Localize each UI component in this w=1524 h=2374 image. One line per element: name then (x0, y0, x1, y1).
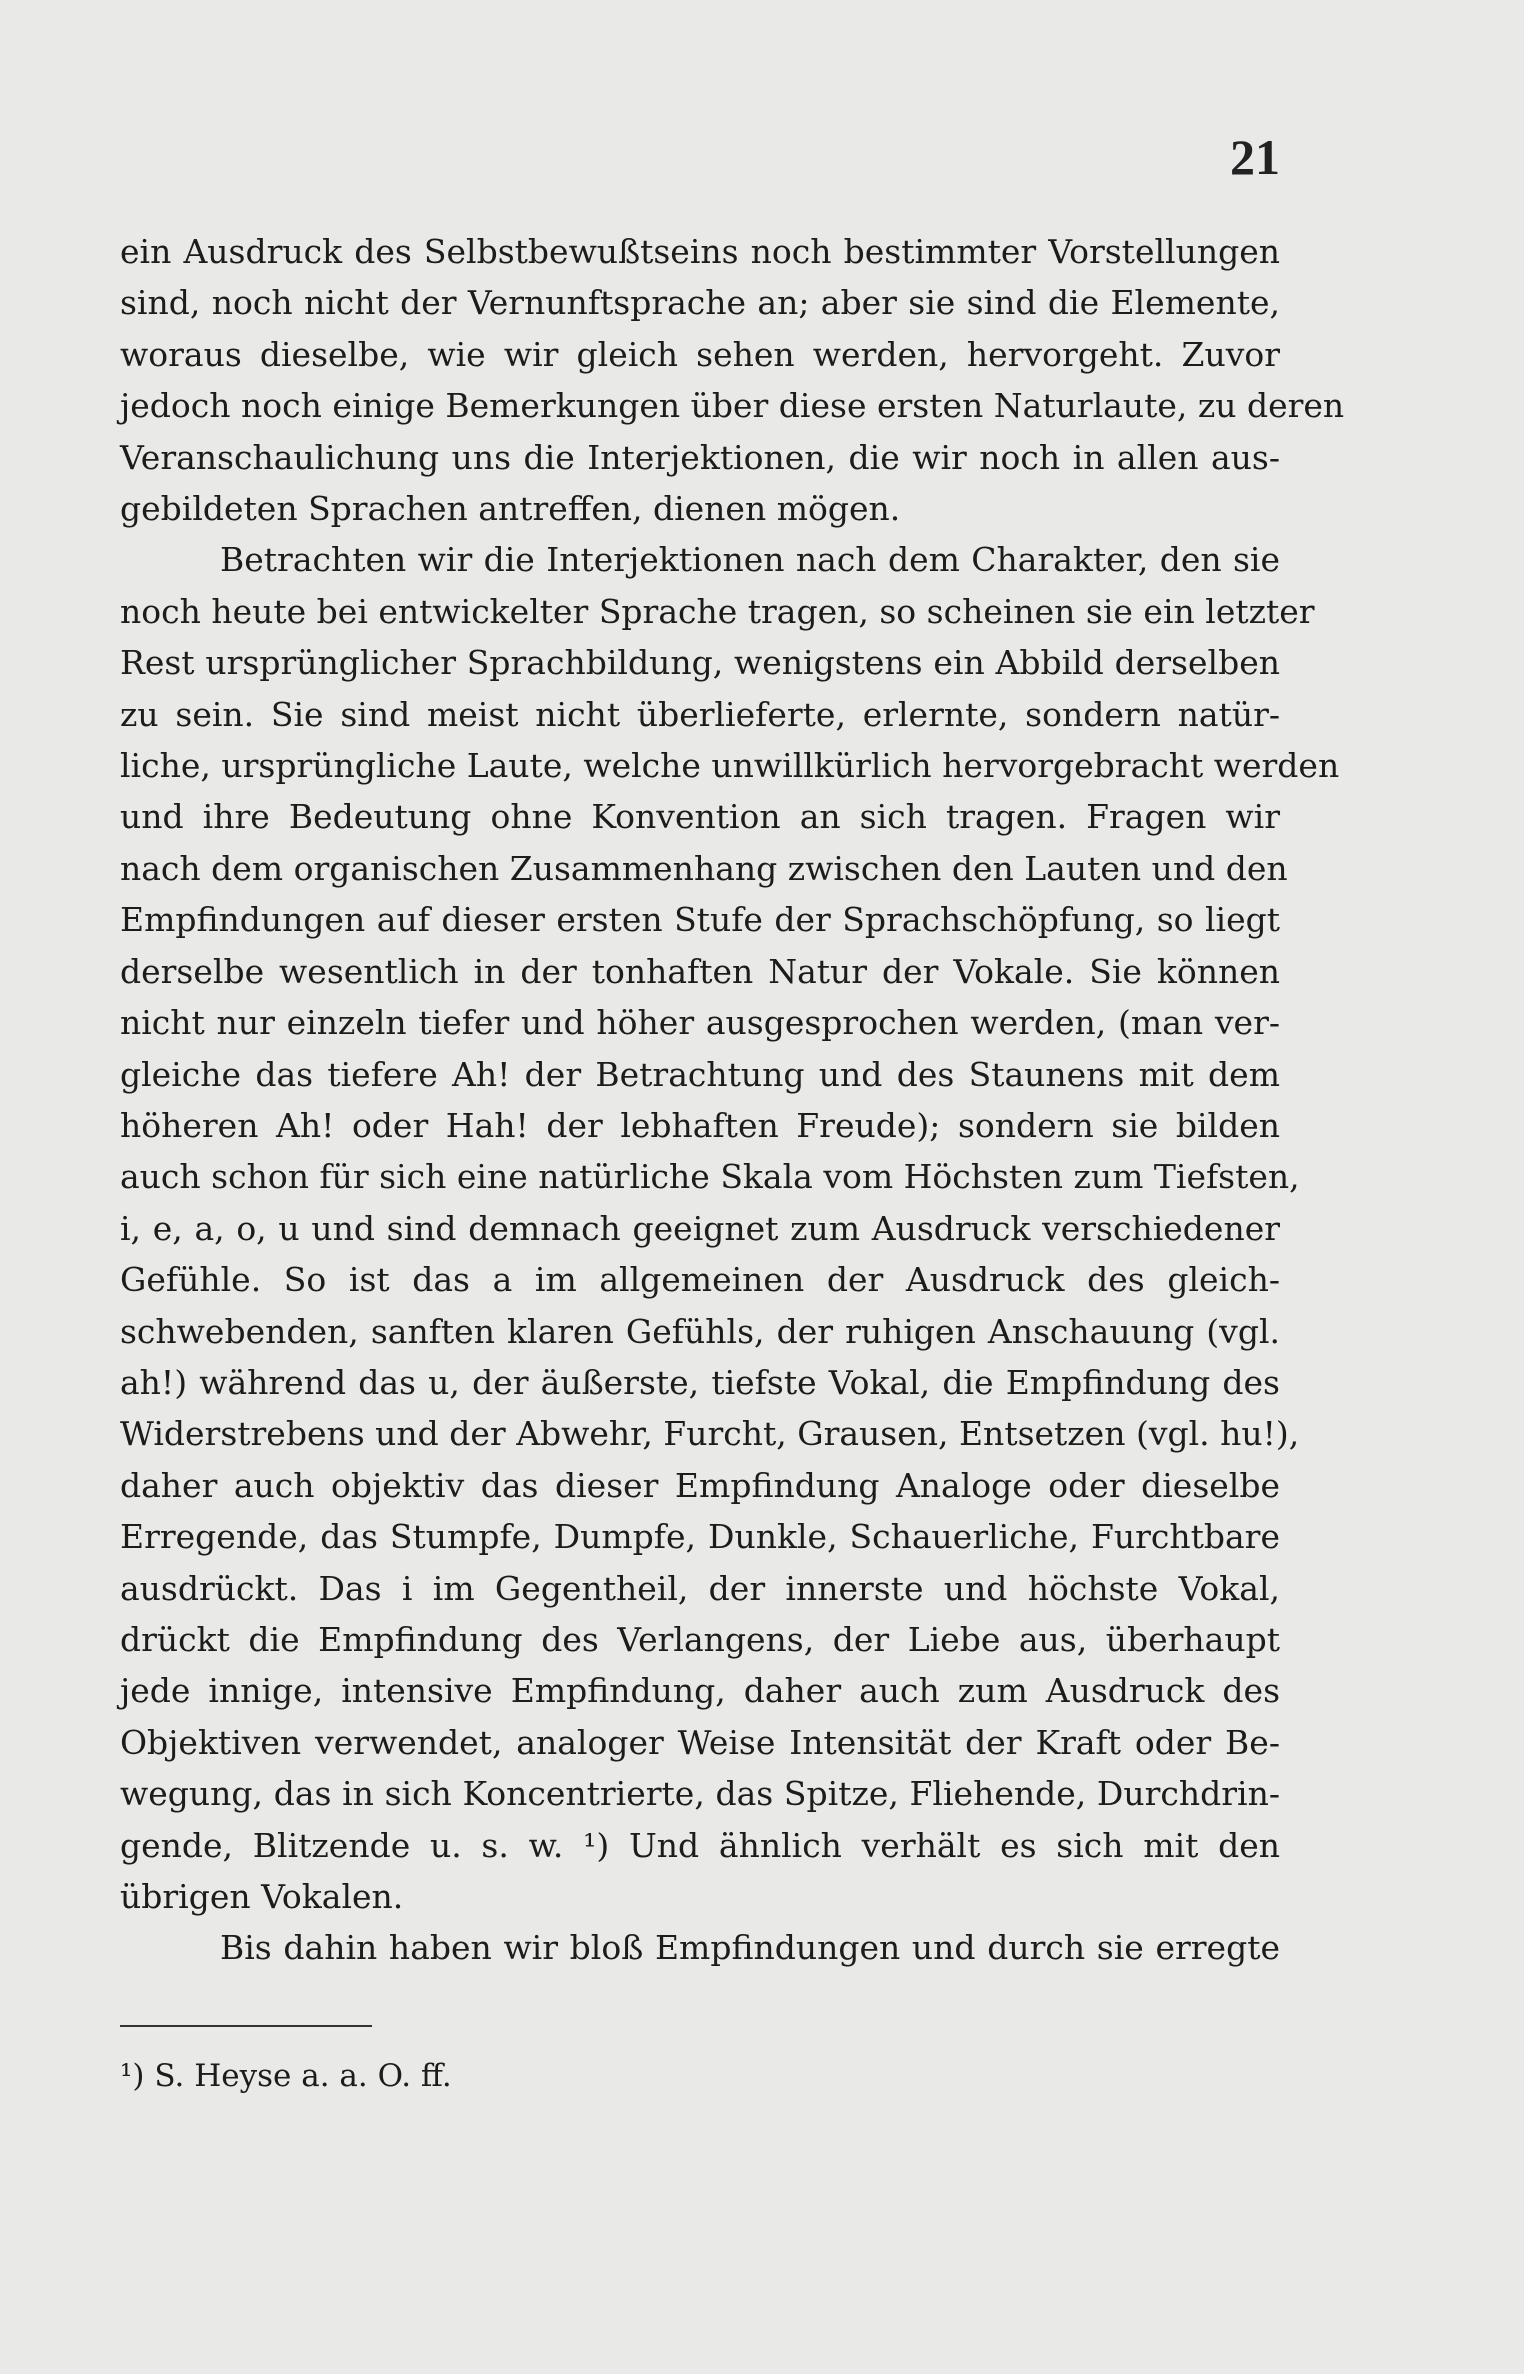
text-line: woraus dieselbe, wie wir gleich sehen werden, hervorgeht. Zuvor (120, 334, 1280, 374)
text-line: zu sein. Sie sind meist nicht überlieferte, erlernte, sondern natür- (120, 694, 1280, 734)
page-number: 21 (1230, 129, 1280, 185)
text-line: wegung, das in sich Koncentrierte, das Spitze, Fliehende, Durchdrin- (120, 1774, 1280, 1814)
text-line: Rest ursprünglicher Sprachbildung, wenigstens ein Abbild derselben (120, 643, 1280, 683)
text-line: höheren Ah! oder Hah! der lebhaften Freude); sondern sie bilden (120, 1105, 1280, 1145)
text-line: drückt die Empfindung des Verlangens, der Liebe aus, überhaupt (120, 1619, 1280, 1659)
text-line: nicht nur einzeln tiefer und höher ausgesprochen werden, (man ver- (120, 1003, 1280, 1043)
text-line: noch heute bei entwickelter Sprache tragen, so scheinen sie ein letzter (120, 591, 1315, 631)
text-line: derselbe wesentlich in der tonhaften Natur der Vokale. Sie können (120, 951, 1280, 991)
text-line: ein Ausdruck des Selbstbewußtseins noch bestimmter Vorstellungen (120, 232, 1280, 271)
text-line: Objektiven verwendet, analoger Weise Intensität der Kraft oder Be- (120, 1722, 1280, 1762)
text-line: Betrachten wir die Interjektionen nach dem Charakter, den sie (220, 540, 1280, 580)
text-line: Veranschaulichung uns die Interjektionen, die wir noch in allen aus- (120, 437, 1280, 477)
text-line: auch schon für sich eine natürliche Skala vom Höchsten zum Tiefsten, (120, 1157, 1300, 1197)
text-line: Empfindungen auf dieser ersten Stufe der Sprachschöpfung, so liegt (120, 900, 1280, 940)
text-line: Erregende, das Stumpfe, Dumpfe, Dunkle, Schauerliche, Furchtbare (120, 1517, 1280, 1557)
text-line: gleiche das tiefere Ah! der Betrachtung und des Staunens mit dem (120, 1054, 1280, 1094)
text-line: jedoch noch einige Bemerkungen über diese ersten Naturlaute, zu deren (120, 386, 1345, 426)
text-line: übrigen Vokalen. (120, 1877, 404, 1916)
text-line: Bis dahin haben wir bloß Empfindungen und durch sie erregte (220, 1928, 1280, 1968)
text-line: daher auch objektiv das dieser Empfindung Analoge oder dieselbe (120, 1465, 1280, 1505)
text-line: Widerstrebens und der Abwehr, Furcht, Grausen, Entsetzen (vgl. hu!), (120, 1414, 1300, 1454)
footnote: ¹) S. Heyse a. a. O. ff. (120, 2058, 452, 2094)
text-line: Gefühle. So ist das a im allgemeinen der Ausdruck des gleich- (120, 1260, 1280, 1300)
text-line: i, e, a, o, u und sind demnach geeignet zum Ausdruck verschiedener (120, 1208, 1280, 1248)
text-line: schwebenden, sanften klaren Gefühls, der ruhigen Anschauung (vgl. (120, 1311, 1280, 1351)
text-line: gebildeten Sprachen antreffen, dienen mögen. (120, 489, 901, 529)
text-line: und ihre Bedeutung ohne Konvention an sich tragen. Fragen wir (120, 797, 1280, 837)
body-text (120, 226, 1345, 1974)
text-line: nach dem organischen Zusammenhang zwischen den Lauten und den (120, 848, 1288, 888)
text-line: ausdrückt. Das i im Gegentheil, der innerste und höchste Vokal, (120, 1568, 1280, 1608)
text-line: sind, noch nicht der Vernunftsprache an; aber sie sind die Elemente, (120, 283, 1280, 323)
footnote-rule (120, 2025, 372, 2027)
text-line: jede innige, intensive Empfindung, daher auch zum Ausdruck des (120, 1671, 1280, 1711)
text-line: liche, ursprüngliche Laute, welche unwillkürlich hervorgebracht werden (120, 746, 1340, 786)
text-line: ah!) während das u, der äußerste, tiefste Vokal, die Empfindung des (120, 1362, 1280, 1402)
text-line: gende, Blitzende u. s. w. ¹) Und ähnlich verhält es sich mit den (120, 1825, 1280, 1865)
